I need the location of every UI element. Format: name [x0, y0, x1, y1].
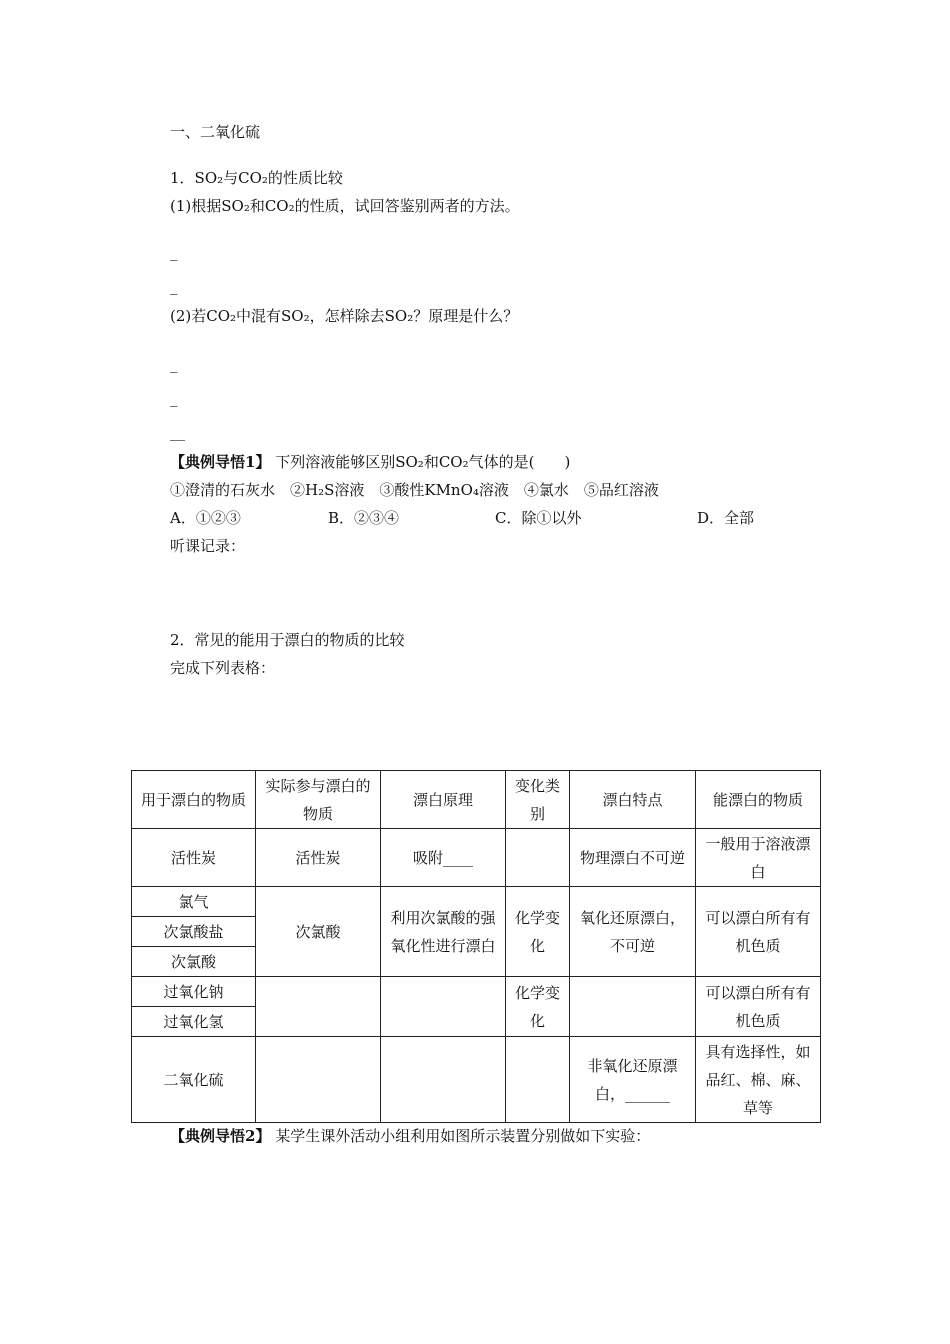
table-cell: 化学变化: [506, 977, 570, 1037]
option-d: D．全部: [697, 509, 755, 527]
table-cell: 过氧化氢: [132, 1007, 256, 1037]
example-2: [170, 1126, 650, 1146]
section-title: 一、二氧化硫: [170, 123, 261, 141]
table-cell: 活性炭: [256, 829, 381, 887]
table-row: [132, 1037, 821, 1123]
header-cell: 实际参与漂白的物质: [256, 771, 381, 829]
bleach-comparison-table: [131, 770, 821, 1123]
table-cell: [381, 1037, 506, 1123]
table-cell: [256, 1037, 381, 1123]
example-2-text: 某学生课外活动小组利用如图所示装置分别做如下实验：: [275, 1127, 651, 1145]
table-cell: 次氯酸盐: [132, 917, 256, 947]
question-1-heading: 1．SO₂与CO₂的性质比较: [170, 169, 343, 187]
table-cell: 氯气: [132, 887, 256, 917]
question-1-part-2: (2)若CO₂中混有SO₂，怎样除去SO₂？原理是什么？: [170, 307, 519, 325]
table-cell: 具有选择性，如品红、棉、麻、草等: [696, 1037, 821, 1123]
notes-label: 听课记录：: [170, 537, 246, 555]
table-header-row: [132, 771, 821, 829]
table-cell: [256, 977, 381, 1037]
table-cell: [506, 829, 570, 887]
header-cell: 漂白特点: [570, 771, 696, 829]
option-c: C．除①以外: [495, 509, 582, 527]
header-cell: 漂白原理: [381, 771, 506, 829]
example-1-tag: 【典例导悟1】: [170, 453, 271, 471]
table-cell: 二氧化硫: [132, 1037, 256, 1123]
table-row: [132, 977, 821, 1007]
table-row: [132, 829, 821, 887]
table-cell: 次氯酸: [256, 887, 381, 977]
table-cell: 物理漂白不可逆: [570, 829, 696, 887]
table-cell: 利用次氯酸的强氧化性进行漂白: [381, 887, 506, 977]
answer-blank: _: [170, 355, 178, 373]
question-2-instruction: 完成下列表格：: [170, 659, 276, 677]
table-cell: 化学变化: [506, 887, 570, 977]
table-cell: [381, 977, 506, 1037]
table-cell: 氧化还原漂白，不可逆: [570, 887, 696, 977]
answer-blank: _: [170, 243, 178, 261]
option-b: B．②③④: [328, 509, 400, 527]
table-cell: 可以漂白所有有机色质: [696, 977, 821, 1037]
header-cell: 能漂白的物质: [696, 771, 821, 829]
answer-blank: _: [170, 389, 178, 407]
question-2-heading: 2．常见的能用于漂白的物质的比较: [170, 631, 405, 649]
option-a: A．①②③: [170, 509, 241, 527]
table-cell: 过氧化钠: [132, 977, 256, 1007]
table-row: [132, 887, 821, 917]
header-cell: 用于漂白的物质: [132, 771, 256, 829]
table-cell: [506, 1037, 570, 1123]
table-cell: 一般用于溶液漂白: [696, 829, 821, 887]
table-cell: 可以漂白所有有机色质: [696, 887, 821, 977]
table-cell: 吸附____: [381, 829, 506, 887]
answer-blank: __: [170, 423, 185, 441]
answer-blank: _: [170, 277, 178, 295]
example-1: [170, 452, 570, 472]
example-1-question: 下列溶液能够区别SO₂和CO₂气体的是( ): [275, 453, 571, 471]
header-cell: 变化类别: [506, 771, 570, 829]
table-cell: 非氧化还原漂白，______: [570, 1037, 696, 1123]
example-1-items: ①澄清的石灰水 ②H₂S溶液 ③酸性KMnO₄溶液 ④氯水 ⑤品红溶液: [170, 481, 659, 499]
example-2-tag: 【典例导悟2】: [170, 1127, 271, 1145]
table-cell: 次氯酸: [132, 947, 256, 977]
table-cell: 活性炭: [132, 829, 256, 887]
table-cell: [570, 977, 696, 1037]
question-1-part-1: (1)根据SO₂和CO₂的性质，试回答鉴别两者的方法。: [170, 197, 520, 215]
